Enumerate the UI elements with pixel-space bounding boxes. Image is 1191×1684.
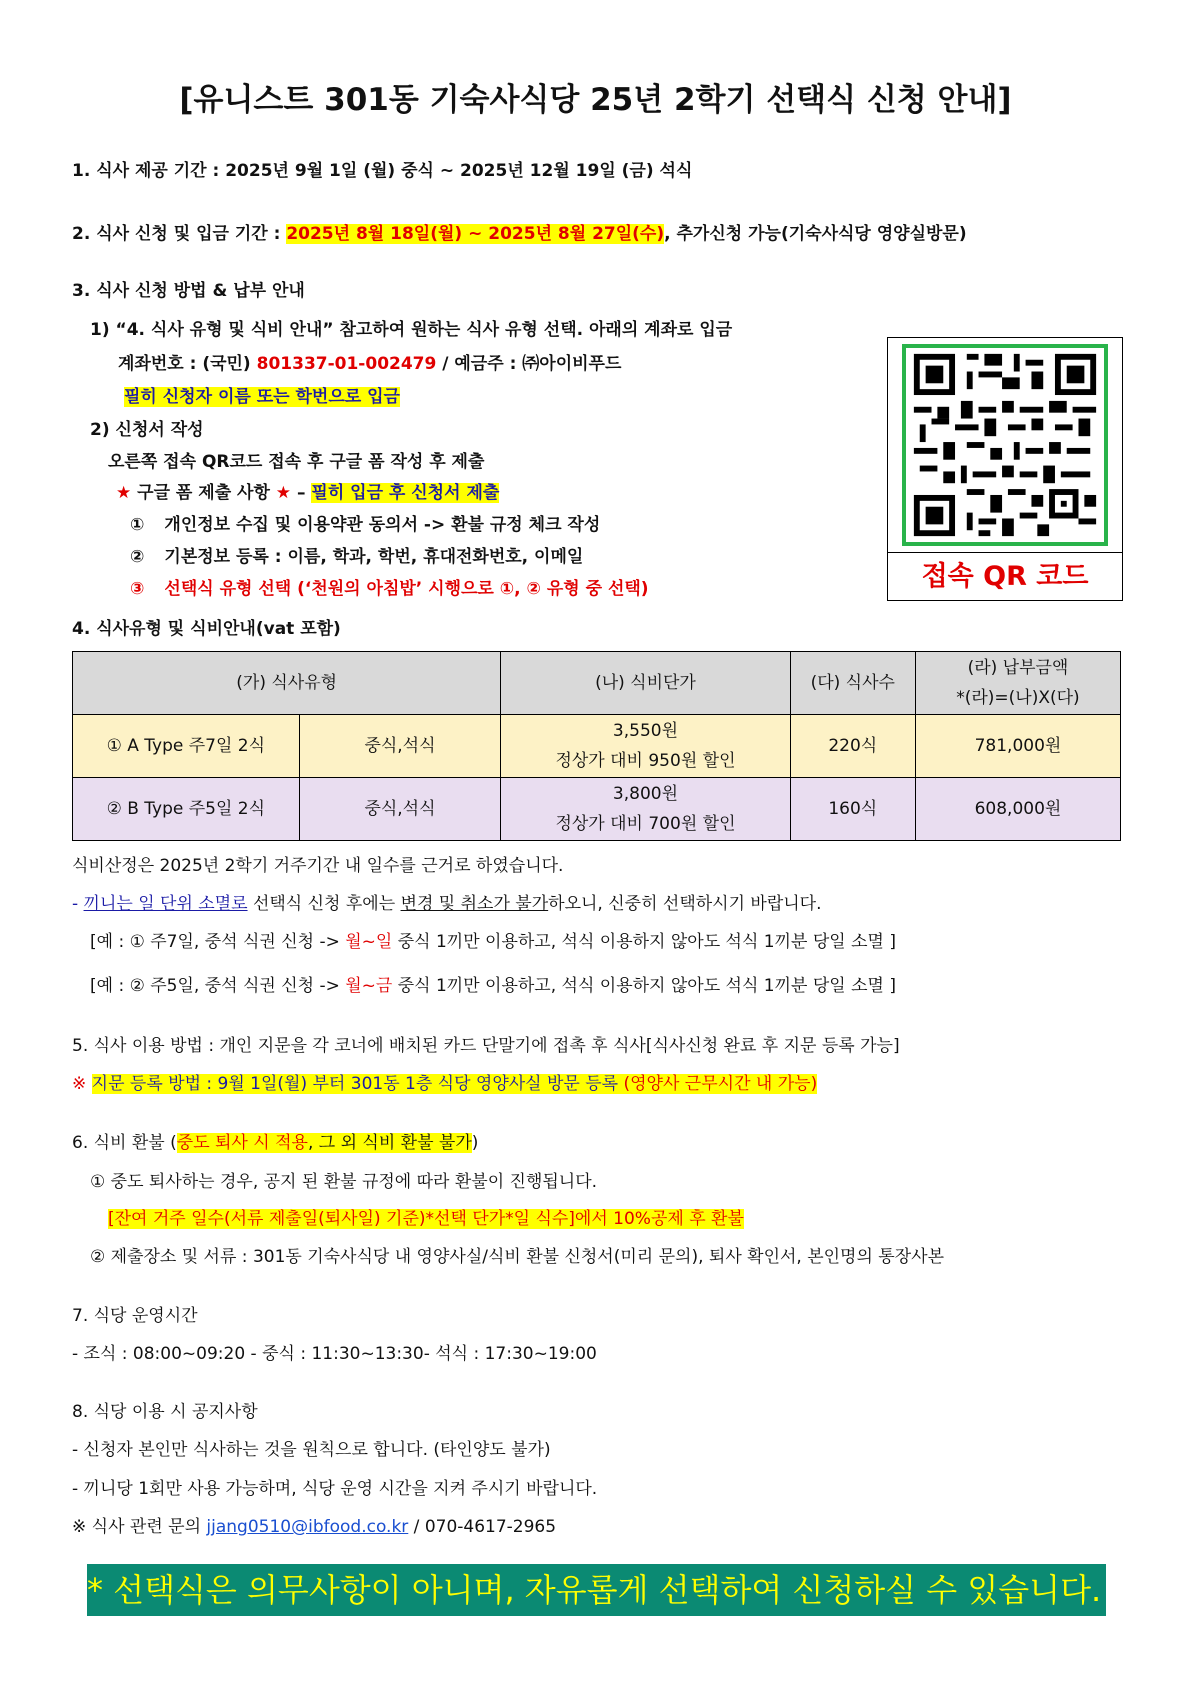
item-3-text: 선택식 유형 선택 (‘천원의 아침밥’ 시행으로 ①, ② 유형 중 선택) (164, 579, 649, 599)
section-1-label: 1. 식사 제공 기간 : (72, 161, 226, 181)
section-3-heading: 3. 식사 신청 방법 & 납부 안내 (72, 281, 305, 301)
row-count: 220식 (790, 715, 915, 778)
section-2-extra: , 추가신청 가능(기숙사식당 영양실방문) (664, 224, 967, 244)
row-price (501, 715, 790, 778)
account-line (118, 352, 621, 376)
refund-rule-2: ② 제출장소 및 서류 : 301동 기숙사식당 내 영양사실/식비 환불 신청서(미리 문의), 퇴사 확인서, 본인명의 통장사본 (90, 1247, 944, 1267)
header-total (915, 652, 1120, 715)
cancel-text-a: 선택식 신청 후에는 (247, 894, 401, 914)
qr-box (887, 337, 1123, 601)
item-1-num: ① (130, 515, 145, 535)
fingerprint-text: 지문 등록 방법 : 9월 1일(월) 부터 301동 1층 식당 영양사실 방문 등록 (91, 1074, 624, 1094)
refund-formula-line (108, 1207, 744, 1231)
header-price: (나) 식비단가 (501, 652, 790, 715)
account-number: 801337-01-002479 (256, 354, 437, 374)
contact-label: ※ 식사 관련 문의 (72, 1517, 207, 1537)
account-label: 계좌번호 : (국민) (118, 354, 257, 374)
row-meal: 중식,석식 (299, 715, 501, 778)
cancel-note (72, 892, 822, 916)
operating-hours: - 조식 : 08:00~09:20 - 중식 : 11:30~13:30- 석식 : 17:30~19:00 (72, 1344, 597, 1364)
section-7-heading: 7. 식당 운영시간 (72, 1306, 198, 1326)
example-1-a: [예 : ① 주7일, 중석 식권 신청 -> (90, 932, 346, 952)
example-2 (90, 974, 896, 998)
section-4-heading: 4. 식사유형 및 식비안내(vat 포함) (72, 619, 341, 639)
section-6-heading (72, 1131, 478, 1155)
section-8-heading: 8. 식당 이용 시 공지사항 (72, 1402, 258, 1422)
form-item-2 (130, 545, 583, 569)
section-6-a: 6. 식비 환불 ( (72, 1133, 177, 1153)
section-5-heading: 5. 식사 이용 방법 : 개인 지문을 각 코너에 배치된 카드 단말기에 접촉 후 식사[식사신청 완료 후 지문 등록 가능] (72, 1036, 900, 1056)
item-1-text: 개인정보 수집 및 이용약관 동의서 -> 환불 규정 체크 작성 (164, 515, 601, 535)
application-period: 2025년 8월 18일(월) ~ 2025년 8월 27일(수) (286, 224, 665, 244)
section-1-text: 2025년 9월 1일 (월) 중식 ~ 2025년 12월 19일 (금) 석식 (225, 161, 693, 181)
section-6-red: 중도 퇴사 시 적용 (176, 1133, 308, 1153)
example-1 (90, 930, 896, 954)
refund-formula: [잔여 거주 일수(서류 제출일(퇴사일) 기준)*선택 단가*일 식수]에서 10%공제 후 환불 (108, 1209, 744, 1229)
row-meal: 중식,석식 (299, 778, 501, 841)
deposit-note-line (124, 385, 400, 409)
section-1 (72, 159, 692, 183)
cancel-dash: - (72, 894, 84, 914)
example-1-b: 중식 1끼만 이용하고, 석식 이용하지 않아도 석식 1끼분 당일 소멸 ] (392, 932, 896, 952)
row-count: 160식 (790, 778, 915, 841)
section-2 (72, 222, 967, 246)
expire-text: 끼니는 일 단위 소멸로 (83, 894, 248, 914)
example-2-days: 월~금 (345, 976, 393, 996)
step-1: 1) “4. 식사 유형 및 식비 안내” 참고하여 원하는 식사 유형 선택. 아래의 계좌로 입금 (90, 320, 733, 340)
form-label: 구글 폼 제출 사항 (131, 483, 276, 503)
page-title: [유니스트 301동 기숙사식당 25년 2학기 선택식 신청 안내] (179, 82, 1012, 118)
qr-frame (902, 344, 1108, 546)
reference-mark-icon: ※ (72, 1074, 92, 1094)
qr-code-icon[interactable] (906, 348, 1104, 542)
form-item-1 (130, 513, 600, 537)
row-price-value: 3,800원 (612, 784, 679, 804)
header-total-1: (라) 납부금액 (967, 658, 1069, 678)
star-icon: ★ (116, 483, 132, 503)
example-1-days: 월~일 (345, 932, 393, 952)
star-icon: ★ (275, 483, 292, 503)
notice-1: - 신청자 본인만 식사하는 것을 원칙으로 합니다. (타인양도 불가) (72, 1440, 551, 1460)
item-2-text: 기본정보 등록 : 이름, 학과, 학번, 휴대전화번호, 이메일 (164, 547, 584, 567)
fee-table (72, 651, 1121, 841)
row-price-discount: 정상가 대비 700원 할인 (555, 814, 736, 834)
fingerprint-time: (영양사 근무시간 내 가능) (623, 1074, 818, 1094)
step-2: 2) 신청서 작성 (90, 420, 204, 440)
section-6-c: ) (471, 1133, 479, 1153)
row-price-discount: 정상가 대비 950원 할인 (555, 751, 736, 771)
optional-notice-banner: * 선택식은 의무사항이 아니며, 자유롭게 선택하여 신청하실 수 있습니다. (87, 1564, 1106, 1616)
example-2-a: [예 : ② 주5일, 중석 식권 신청 -> (90, 976, 346, 996)
form-dash: – (291, 483, 312, 503)
header-total-2: *(라)=(나)X(다) (956, 688, 1080, 708)
row-type: ② B Type 주5일 2식 (73, 778, 300, 841)
header-count: (다) 식사수 (790, 652, 915, 715)
notice-2: - 끼니당 1회만 사용 가능하며, 식당 운영 시간을 지켜 주시기 바랍니다. (72, 1479, 598, 1499)
row-type: ① A Type 주7일 2식 (73, 715, 300, 778)
account-holder: / 예금주 : ㈜아이비푸드 (436, 354, 622, 374)
qr-divider (888, 552, 1122, 553)
row-total: 608,000원 (915, 778, 1120, 841)
item-2-num: ② (130, 547, 145, 567)
table-row (73, 778, 1121, 841)
example-2-b: 중식 1끼만 이용하고, 석식 이용하지 않아도 석식 1끼분 당일 소멸 ] (392, 976, 896, 996)
table-row (73, 715, 1121, 778)
contact-phone: / 070-4617-2965 (408, 1517, 557, 1537)
item-3-num: ③ (130, 579, 145, 599)
contact-email-link[interactable]: jjang0510@ibfood.co.kr (206, 1517, 409, 1537)
header-type: (가) 식사유형 (73, 652, 501, 715)
fee-basis-note: 식비산정은 2025년 2학기 거주기간 내 일수를 근거로 하였습니다. (72, 856, 564, 876)
section-6-b: , 그 외 식비 환불 불가 (307, 1133, 472, 1153)
contact-line (72, 1515, 556, 1539)
row-price (501, 778, 790, 841)
form-submit-line (116, 481, 499, 505)
step-2-desc: 오른쪽 접속 QR코드 접속 후 구글 폼 작성 후 제출 (108, 452, 485, 472)
row-total: 781,000원 (915, 715, 1120, 778)
refund-rule-1: ① 중도 퇴사하는 경우, 공지 된 환불 규정에 따라 환불이 진행됩니다. (90, 1172, 598, 1192)
fingerprint-note (72, 1072, 817, 1096)
form-item-3 (130, 577, 649, 601)
deposit-note: 필히 신청자 이름 또는 학번으로 입금 (124, 387, 400, 407)
qr-label: 접속 QR 코드 (921, 561, 1089, 592)
form-note: 필히 입금 후 신청서 제출 (311, 483, 500, 503)
table-header-row (73, 652, 1121, 715)
section-2-label: 2. 식사 신청 및 입금 기간 : (72, 224, 287, 244)
cancel-text-c: 하오니, 신중히 선택하시기 바랍니다. (548, 894, 822, 914)
cancel-text-b: 변경 및 취소가 불가 (400, 894, 549, 914)
row-price-value: 3,550원 (612, 721, 679, 741)
